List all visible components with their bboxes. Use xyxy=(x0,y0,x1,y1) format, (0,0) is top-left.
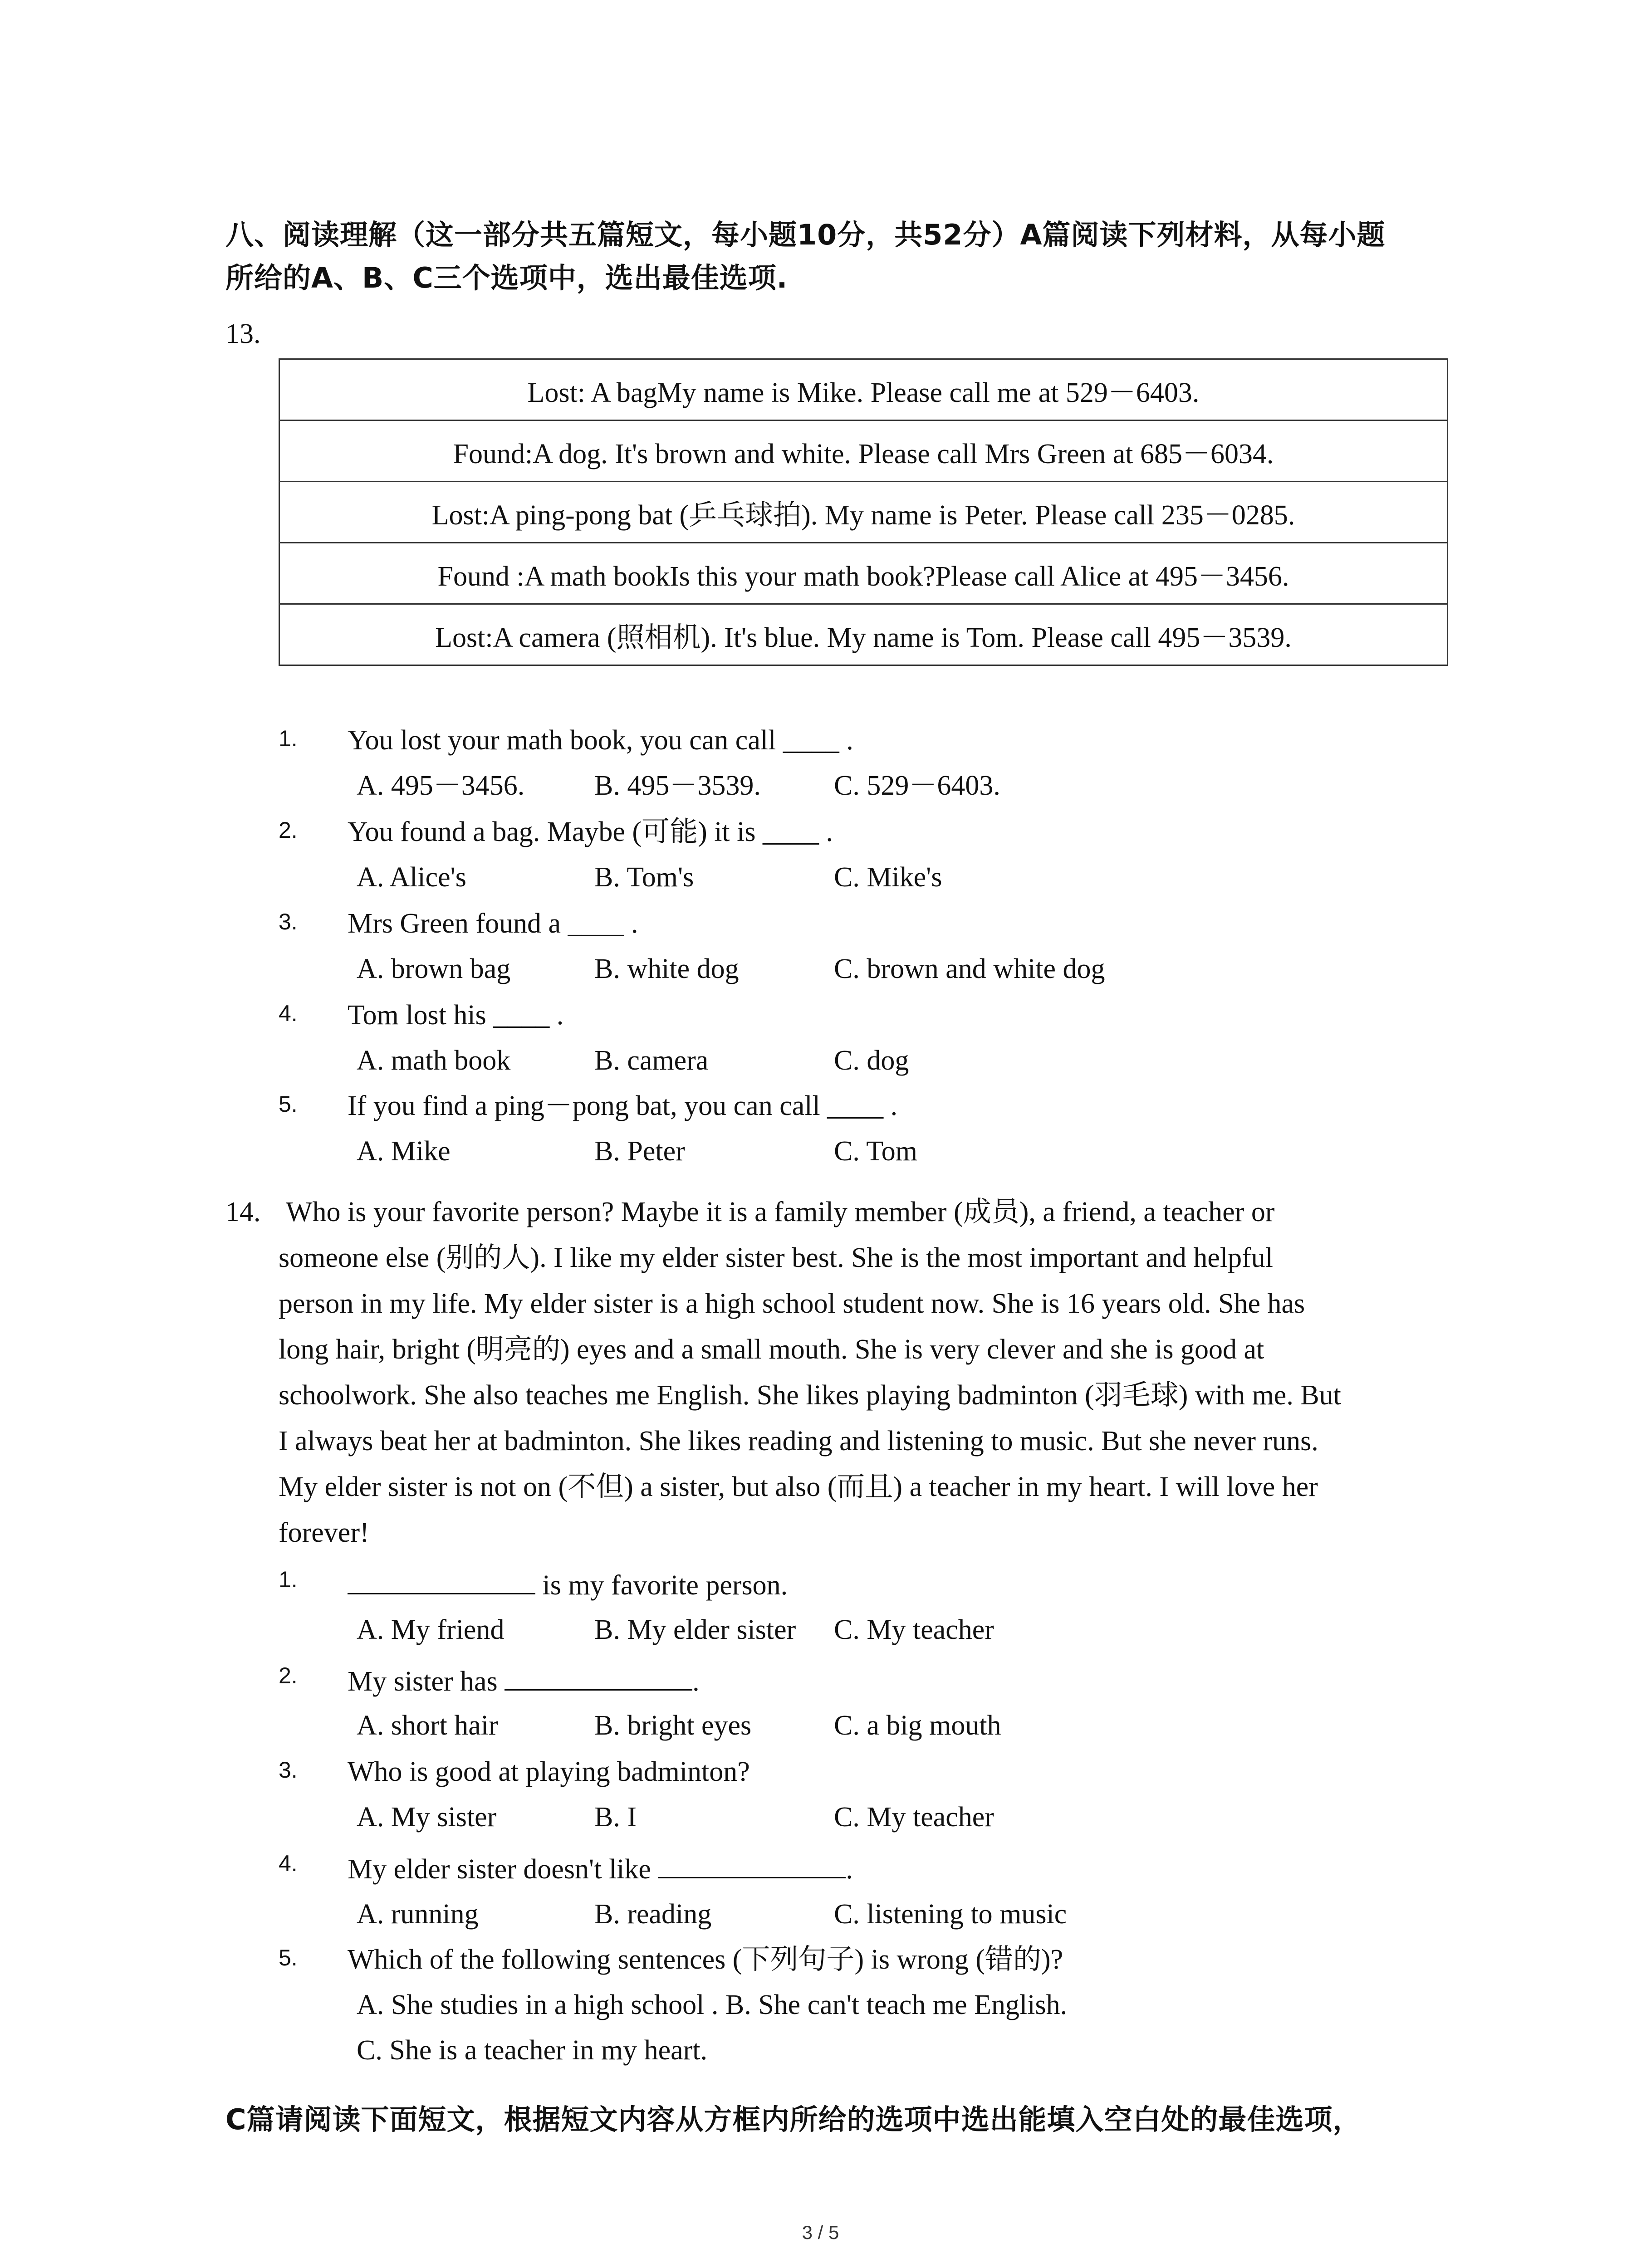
passage-line: schoolwork. She also teaches me English. She likes playing badminton (羽毛球) with me. But xyxy=(279,1380,1341,1411)
item-number: 4. xyxy=(279,1001,298,1026)
item-question: Tom lost his ____ . xyxy=(348,1000,564,1031)
item-question: Mrs Green found a ____ . xyxy=(348,908,638,939)
table-row xyxy=(279,604,1448,665)
option-b: B. Peter xyxy=(594,1136,685,1167)
item-question-text: is my favorite person. xyxy=(535,1570,788,1601)
option-a: A. Mike xyxy=(357,1136,451,1167)
option-a: A. short hair xyxy=(357,1710,498,1741)
option-a: A. brown bag xyxy=(357,953,511,984)
option-c: C. dog xyxy=(834,1045,909,1076)
section-c-heading: C篇请阅读下面短文，根据短文内容从方框内所给的选项中选出能填入空白处的最佳选项， xyxy=(225,2103,1362,2136)
option-c: C. She is a teacher in my heart. xyxy=(357,2035,708,2066)
notice-cell: Lost:A ping-pong bat (乒乓球拍). My name is Peter. Please call 235－0285. xyxy=(279,482,1448,543)
option-c: C. Mike's xyxy=(834,862,942,893)
item-question: If you find a ping－pong bat, you can call ____ . xyxy=(348,1090,898,1121)
item-number: 4. xyxy=(279,1851,298,1876)
answer-blank xyxy=(658,1850,846,1878)
option-c: C. listening to music xyxy=(834,1899,1067,1930)
item-question xyxy=(348,1850,853,1887)
notice-cell: Found :A math bookIs this your math book?Please call Alice at 495－3456. xyxy=(279,543,1448,604)
passage-line: long hair, bright (明亮的) eyes and a small mouth. She is very clever and she is good at xyxy=(279,1334,1264,1365)
item-number: 3. xyxy=(279,1757,298,1783)
option-b: B. white dog xyxy=(594,953,739,984)
table-row xyxy=(279,420,1448,482)
lost-found-table xyxy=(279,358,1448,666)
option-c: C. Tom xyxy=(834,1136,918,1167)
option-a: A. My friend xyxy=(357,1614,505,1645)
option-a: A. running xyxy=(357,1899,479,1930)
option-c: C. brown and white dog xyxy=(834,953,1105,984)
item-question: You lost your math book, you can call ____ . xyxy=(348,725,853,756)
answer-blank xyxy=(505,1662,692,1691)
item-question: You found a bag. Maybe (可能) it is ____ . xyxy=(348,816,833,847)
question-14-number: 14. xyxy=(225,1197,261,1227)
option-b: B. bright eyes xyxy=(594,1710,752,1741)
section-heading-line2: 所给的A、B、C三个选项中，选出最佳选项. xyxy=(225,261,788,294)
option-a: A. math book xyxy=(357,1045,511,1076)
option-c: C. a big mouth xyxy=(834,1710,1001,1741)
passage-first-line: Who is your favorite person? Maybe it is a family member (成员), a friend, a teacher or xyxy=(286,1197,1275,1227)
table-row xyxy=(279,482,1448,543)
item-question: Which of the following sentences (下列句子) is wrong (错的)? xyxy=(348,1944,1063,1975)
item-number: 5. xyxy=(279,1091,298,1117)
notice-cell: Lost: A bagMy name is Mike. Please call me at 529－6403. xyxy=(279,359,1448,420)
item-number: 1. xyxy=(279,1567,298,1592)
item-number: 2. xyxy=(279,1663,298,1688)
option-b: B. Tom's xyxy=(594,862,694,893)
passage-line: forever! xyxy=(279,1517,369,1548)
option-c: C. My teacher xyxy=(834,1614,994,1645)
passage-line: I always beat her at badminton. She likes reading and listening to music. But she never runs. xyxy=(279,1426,1318,1457)
notice-cell: Lost:A camera (照相机). It's blue. My name is Tom. Please call 495－3539. xyxy=(279,604,1448,665)
option-b: B. 495－3539. xyxy=(594,770,761,801)
option-a: A. 495－3456. xyxy=(357,770,525,801)
item-number: 1. xyxy=(279,726,298,751)
option-c: C. My teacher xyxy=(834,1802,994,1833)
page-number: 3 / 5 xyxy=(802,2222,839,2243)
option-b: B. camera xyxy=(594,1045,709,1076)
notice-cell: Found:A dog. It's brown and white. Please call Mrs Green at 685－6034. xyxy=(279,420,1448,482)
option-a: A. Alice's xyxy=(357,862,466,893)
question-13-number: 13. xyxy=(225,318,261,349)
item-question xyxy=(348,1566,788,1603)
option-b: B. I xyxy=(594,1802,637,1833)
item-number: 5. xyxy=(279,1945,298,1970)
answer-blank xyxy=(348,1566,535,1594)
option-c: C. 529－6403. xyxy=(834,770,1000,801)
option-b: B. reading xyxy=(594,1899,712,1930)
item-number: 2. xyxy=(279,817,298,843)
item-question-text: . xyxy=(846,1854,853,1885)
item-question-text: My elder sister doesn't like xyxy=(348,1854,658,1885)
passage-line: person in my life. My elder sister is a high school student now. She is 16 years old. She has xyxy=(279,1288,1305,1319)
item-question: Who is good at playing badminton? xyxy=(348,1756,750,1787)
item-question-text: . xyxy=(692,1666,700,1697)
table-row xyxy=(279,359,1448,420)
passage-line: someone else (别的人). I like my elder sister best. She is the most important and helpful xyxy=(279,1242,1273,1273)
option-a: A. My sister xyxy=(357,1802,497,1833)
section-heading-line1: 八、阅读理解（这一部分共五篇短文，每小题10分，共52分）A篇阅读下列材料，从每小题 xyxy=(225,218,1386,251)
option-ab: A. She studies in a high school . B. She can't teach me English. xyxy=(357,1989,1068,2020)
item-question xyxy=(348,1662,700,1700)
table-row xyxy=(279,543,1448,604)
option-b: B. My elder sister xyxy=(594,1614,796,1645)
passage-line: My elder sister is not on (不但) a sister, but also (而且) a teacher in my heart. I will love her xyxy=(279,1471,1318,1502)
item-number: 3. xyxy=(279,909,298,934)
item-question-text: My sister has xyxy=(348,1666,505,1697)
